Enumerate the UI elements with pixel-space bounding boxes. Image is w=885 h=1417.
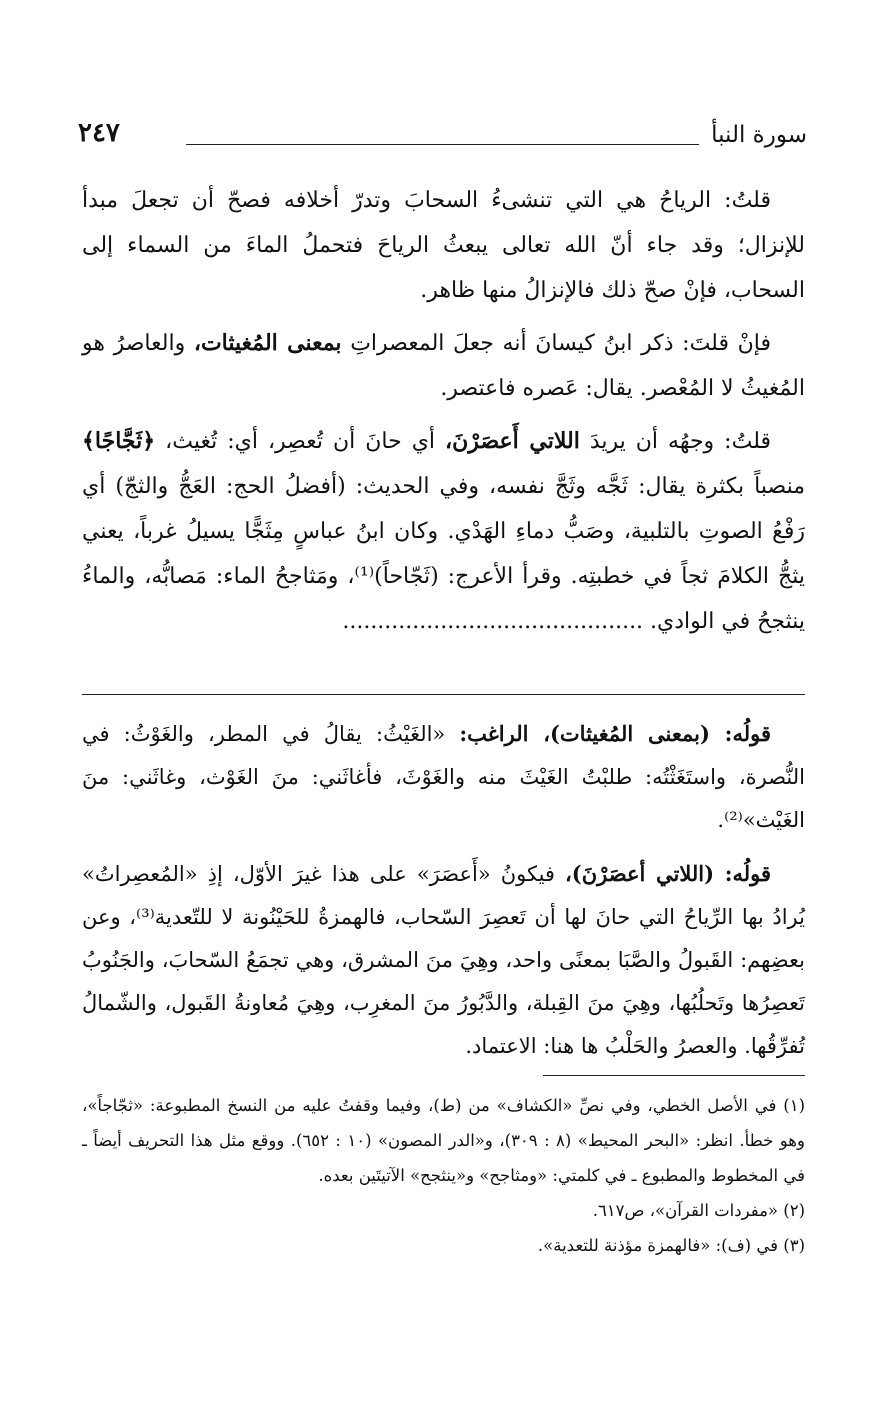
main-paragraph-1-text: قلتُ: الرياحُ هي التي تنشىءُ السحابَ وتدرّ أخلافه فصحّ أن تجعلَ مبدأ للإنزال؛ وقد جاء أنّ الله تعالى يبعثُ الرياحَ فتحملُ الماءَ من السماء إلى السحاب، فإنْ صحّ ذلك فالإنزالُ منها ظاهر. bbox=[82, 188, 805, 303]
commentary-paragraph-2 bbox=[82, 852, 805, 1068]
p2-rest: والعاصرُ هو المُغيثُ لا المُعْصر. يقال: عَصره فاعتصر. bbox=[82, 331, 805, 401]
p3-b: أي حانَ أن تُعصِر، أي: تُغيث، bbox=[165, 429, 436, 454]
c2-text: فيكونُ «أَعصَرَ» على هذا غيرَ الأوّل، إذِ «المُعصِراتُ» يُرادُ بها الرِّياحُ التي حانَ لها أن تَعصِرَ السّحاب، فالهمزةُ للحَيْنُونة لا للتّعدية⁽³⁾، وعن بعضِهم: القَبولُ والصَّبَا بمعنًى واحد، وهِيَ منَ المشرق، وهي تجمَعُ السّحابَ، والجَنُوبُ تَعصِرُها وتَحلُبُها، وهِيَ منَ القِبلة، والدَّبُورُ منَ المغرِب، وهِيَ مُعاونةُ القَبول، والشّمالُ تُفرِّقُها. والعصرُ والحَلْبُ ها هنا: الاعتماد. bbox=[82, 862, 805, 1058]
surah-title: سورة النبأ bbox=[711, 122, 807, 148]
p2-intro: فإنْ قلتَ: ذكر ابنُ كيسانَ أنه جعلَ المعصراتِ bbox=[350, 331, 772, 356]
p2-bold: بمعنى المُغيثات، bbox=[193, 330, 342, 356]
main-text bbox=[82, 178, 805, 652]
header-rule bbox=[186, 144, 699, 145]
c2-label: قولُه: (اللاتي أعصَرْنَ)، bbox=[565, 861, 772, 886]
footnote-divider bbox=[543, 1075, 805, 1076]
p3-a: قلتُ: وجهُه أن يريدَ bbox=[589, 429, 771, 454]
c1-label: قولُه: (بمعنى المُغيثات)، الراغب: bbox=[459, 721, 771, 746]
main-paragraph-2 bbox=[82, 321, 805, 411]
page-number: ٢٤٧ bbox=[78, 118, 120, 148]
footnotes bbox=[82, 1088, 805, 1263]
c1-text: «الغَيْثُ: يقالُ في المطر، والغَوْثُ: في النُّصرة، واستَغَثْتُه: طلبْتُ الغَيْثَ منه والغَوْثَ، فأغاثَني: منَ الغَوْث، وغاثَني: منَ الغَيْث»⁽²⁾. bbox=[82, 722, 805, 832]
footnote-2: (٢) «مفردات القرآن»، ص٦١٧. bbox=[592, 1201, 805, 1220]
footnote-3: (٣) في (ف): «فالهمزة مؤذنة للتعدية». bbox=[537, 1236, 805, 1255]
main-paragraph-3 bbox=[82, 419, 805, 644]
page-header bbox=[78, 118, 807, 158]
p3-c: منصباً بكثرة يقال: ثَجَّه وثَجَّ نفسه، وفي الحديث: (أفضلُ الحج: العَجُّ والثجّ) أي رَفْعُ الصوتِ بالتلبية، وصَبُّ دماءِ الهَدْي. وكان ابنُ عباسٍ مِثَجًّا يسيلُ غرباً، يعني يثجُّ الكلامَ ثجاً في خطبتِه. وقرأ الأعرج: (ثَجّاحاً)⁽¹⁾، ومَثاجحُ الماء: مَصابُّه، والماءُ ينثجحُ في الوادي. ........................................... bbox=[82, 474, 805, 634]
main-paragraph-1 bbox=[82, 178, 805, 313]
footnote-1: (١) في الأصل الخطي، وفي نصِّ «الكشاف» من (ط)، وفيما وقفتُ عليه من النسخ المطبوعة: «ثجّاجاً»، وهو خطأ. انظر: «البحر المحيط» (٨ : ٣٠٩)، و«الدر المصون» (١٠ : ٦٥٢). ووقع مثل هذا التحريف أيضاً ـ في المخطوط والمطبوع ـ في كلمتي: «ومثاجح» و«ينثجح» الآتيتَين بعده. bbox=[82, 1096, 805, 1185]
quran-word: ﴿ثَجَّاجًا﴾ bbox=[82, 428, 156, 454]
commentary bbox=[82, 712, 805, 1078]
commentary-paragraph-1 bbox=[82, 712, 805, 842]
p3-bold1: اللاتي أَعصَرْنَ، bbox=[445, 428, 580, 454]
main-divider bbox=[82, 694, 805, 695]
